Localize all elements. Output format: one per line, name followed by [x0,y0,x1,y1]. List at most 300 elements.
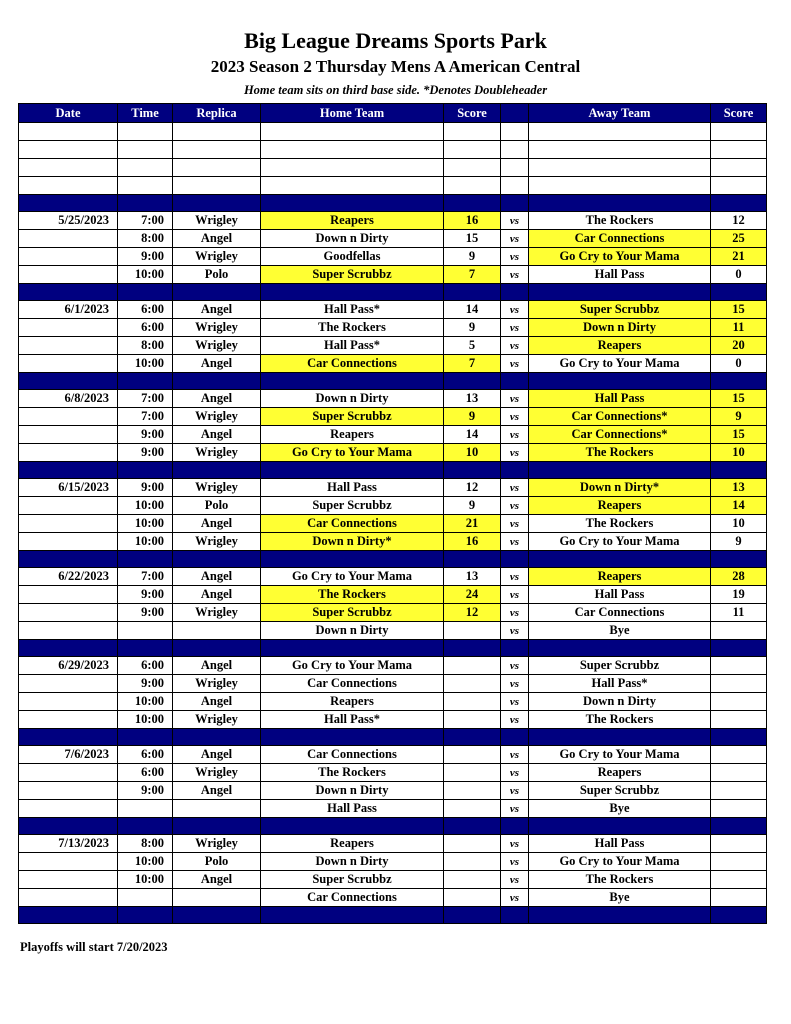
home-team-cell: Super Scrubbz [261,497,444,515]
away-team-cell: Bye [529,800,711,818]
time-cell: 10:00 [118,497,173,515]
home-score-cell [444,800,501,818]
time-cell: 6:00 [118,319,173,337]
home-score-cell: 15 [444,230,501,248]
blank-cell [711,159,767,177]
separator-cell [444,640,501,657]
away-score-cell: 11 [711,319,767,337]
home-team-cell: The Rockers [261,319,444,337]
time-cell: 10:00 [118,533,173,551]
replica-cell: Angel [173,782,261,800]
game-row [19,533,767,551]
vs-cell: vs [501,675,529,693]
date-cell: 5/25/2023 [19,212,118,230]
away-team-cell: Go Cry to Your Mama [529,355,711,373]
home-team-cell: Reapers [261,426,444,444]
blank-cell [118,141,173,159]
blank-cell [529,141,711,159]
replica-cell [173,889,261,907]
time-cell: 10:00 [118,266,173,284]
time-cell: 8:00 [118,230,173,248]
separator-cell [501,284,529,301]
replica-cell: Angel [173,355,261,373]
separator-cell [173,462,261,479]
away-score-cell [711,711,767,729]
date-cell [19,693,118,711]
home-team-cell: Car Connections [261,675,444,693]
away-team-cell: Super Scrubbz [529,301,711,319]
away-team-cell: Car Connections [529,230,711,248]
game-row [19,657,767,675]
home-team-cell: Down n Dirty [261,230,444,248]
col-date: Date [19,104,118,123]
separator-cell [173,640,261,657]
vs-cell: vs [501,248,529,266]
home-team-cell: Down n Dirty* [261,533,444,551]
separator-cell [19,373,118,390]
time-cell: 7:00 [118,212,173,230]
date-cell [19,337,118,355]
week-separator [19,551,767,568]
separator-cell [118,907,173,924]
blank-cell [173,159,261,177]
blank-cell [444,123,501,141]
game-row [19,568,767,586]
replica-cell: Wrigley [173,337,261,355]
away-score-cell: 21 [711,248,767,266]
home-score-cell: 9 [444,408,501,426]
away-score-cell: 15 [711,301,767,319]
separator-cell [173,284,261,301]
replica-cell: Wrigley [173,479,261,497]
home-score-cell: 12 [444,604,501,622]
vs-cell: vs [501,853,529,871]
date-cell [19,782,118,800]
vs-cell: vs [501,230,529,248]
game-row [19,426,767,444]
separator-cell [444,284,501,301]
away-team-cell: Go Cry to Your Mama [529,248,711,266]
away-team-cell: Hall Pass [529,586,711,604]
away-score-cell [711,657,767,675]
separator-cell [261,462,444,479]
game-row [19,230,767,248]
replica-cell: Wrigley [173,212,261,230]
blank-cell [529,123,711,141]
time-cell: 7:00 [118,408,173,426]
time-cell: 9:00 [118,675,173,693]
away-team-cell: Hall Pass [529,390,711,408]
date-cell [19,266,118,284]
blank-cell [529,177,711,195]
playoffs-note: Playoffs will start 7/20/2023 [20,940,168,954]
separator-cell [118,818,173,835]
date-cell [19,408,118,426]
date-cell: 6/15/2023 [19,479,118,497]
blank-cell [501,123,529,141]
game-row [19,515,767,533]
separator-cell [118,195,173,212]
time-cell: 9:00 [118,444,173,462]
time-cell: 10:00 [118,515,173,533]
game-row [19,337,767,355]
separator-cell [173,373,261,390]
separator-cell [261,729,444,746]
away-team-cell: Reapers [529,764,711,782]
home-score-cell: 9 [444,497,501,515]
vs-cell: vs [501,212,529,230]
vs-cell: vs [501,889,529,907]
home-team-cell: Reapers [261,835,444,853]
game-row [19,479,767,497]
home-score-cell: 7 [444,355,501,373]
away-score-cell [711,853,767,871]
blank-cell [118,159,173,177]
away-team-cell: Hall Pass* [529,675,711,693]
away-score-cell [711,800,767,818]
away-score-cell: 12 [711,212,767,230]
page-title: Big League Dreams Sports Park [244,28,547,53]
col-home-team: Home Team [261,104,444,123]
home-score-cell [444,657,501,675]
home-score-cell [444,853,501,871]
time-cell: 9:00 [118,248,173,266]
away-team-cell: The Rockers [529,444,711,462]
away-team-cell: Car Connections* [529,426,711,444]
away-team-cell: Reapers [529,568,711,586]
separator-cell [118,462,173,479]
replica-cell: Polo [173,497,261,515]
separator-cell [173,907,261,924]
away-score-cell [711,871,767,889]
home-score-cell: 9 [444,319,501,337]
time-cell: 6:00 [118,657,173,675]
away-score-cell: 0 [711,355,767,373]
vs-cell: vs [501,266,529,284]
blank-cell [711,141,767,159]
separator-cell [501,551,529,568]
home-team-cell: Super Scrubbz [261,604,444,622]
away-team-cell: Hall Pass [529,835,711,853]
vs-cell: vs [501,604,529,622]
blank-cell [173,141,261,159]
home-team-cell: Car Connections [261,515,444,533]
replica-cell: Polo [173,853,261,871]
blank-cell [711,177,767,195]
time-cell [118,889,173,907]
home-team-cell: Down n Dirty [261,390,444,408]
game-row [19,835,767,853]
game-row [19,604,767,622]
vs-cell: vs [501,764,529,782]
home-team-cell: Down n Dirty [261,853,444,871]
week-separator [19,729,767,746]
separator-cell [529,373,711,390]
home-team-cell: Go Cry to Your Mama [261,568,444,586]
separator-cell [19,640,118,657]
time-cell [118,622,173,640]
separator-cell [261,373,444,390]
replica-cell: Angel [173,301,261,319]
date-cell [19,515,118,533]
col-away-score: Score [711,104,767,123]
separator-cell [711,551,767,568]
home-score-cell [444,711,501,729]
separator-cell [501,640,529,657]
replica-cell: Angel [173,515,261,533]
game-row [19,497,767,515]
blank-cell [501,141,529,159]
game-row [19,693,767,711]
week-separator [19,373,767,390]
replica-cell: Angel [173,746,261,764]
game-row [19,248,767,266]
home-score-cell: 14 [444,426,501,444]
separator-cell [444,195,501,212]
date-cell [19,764,118,782]
date-cell: 6/29/2023 [19,657,118,675]
replica-cell: Angel [173,657,261,675]
blank-cell [19,177,118,195]
game-row [19,212,767,230]
separator-cell [118,640,173,657]
game-row [19,711,767,729]
home-team-cell: Hall Pass* [261,301,444,319]
separator-cell [444,373,501,390]
home-score-cell [444,746,501,764]
vs-cell: vs [501,622,529,640]
vs-cell: vs [501,355,529,373]
separator-cell [711,818,767,835]
separator-cell [711,462,767,479]
replica-cell: Wrigley [173,835,261,853]
replica-cell: Angel [173,230,261,248]
replica-cell: Wrigley [173,675,261,693]
away-score-cell [711,693,767,711]
replica-cell: Angel [173,390,261,408]
home-score-cell [444,693,501,711]
away-score-cell: 15 [711,390,767,408]
blank-cell [19,159,118,177]
blank-cell [261,141,444,159]
separator-cell [118,284,173,301]
separator-cell [501,462,529,479]
game-row [19,800,767,818]
vs-cell: vs [501,408,529,426]
away-score-cell [711,675,767,693]
date-cell: 6/8/2023 [19,390,118,408]
vs-cell: vs [501,746,529,764]
col-vs [501,104,529,123]
blank-cell [501,159,529,177]
separator-cell [19,907,118,924]
game-row [19,675,767,693]
col-away-team: Away Team [529,104,711,123]
separator-cell [529,195,711,212]
blank-cell [19,141,118,159]
replica-cell: Wrigley [173,764,261,782]
away-team-cell: Go Cry to Your Mama [529,746,711,764]
away-score-cell: 10 [711,515,767,533]
home-team-cell: Goodfellas [261,248,444,266]
date-cell [19,622,118,640]
date-cell [19,533,118,551]
away-team-cell: Reapers [529,337,711,355]
game-row [19,444,767,462]
time-cell: 10:00 [118,853,173,871]
home-team-cell: Hall Pass* [261,337,444,355]
home-score-cell: 5 [444,337,501,355]
separator-cell [529,818,711,835]
away-score-cell [711,835,767,853]
home-score-cell: 10 [444,444,501,462]
blank-cell [711,123,767,141]
separator-cell [19,551,118,568]
date-cell [19,230,118,248]
time-cell: 9:00 [118,586,173,604]
home-score-cell [444,871,501,889]
home-team-cell: Car Connections [261,355,444,373]
vs-cell: vs [501,390,529,408]
vs-cell: vs [501,515,529,533]
game-row [19,586,767,604]
away-team-cell: The Rockers [529,515,711,533]
separator-cell [711,373,767,390]
home-team-cell: Hall Pass [261,800,444,818]
vs-cell: vs [501,444,529,462]
time-cell: 9:00 [118,479,173,497]
vs-cell: vs [501,301,529,319]
away-team-cell: Bye [529,622,711,640]
vs-cell: vs [501,800,529,818]
date-cell [19,586,118,604]
vs-cell: vs [501,835,529,853]
home-score-cell [444,622,501,640]
replica-cell: Wrigley [173,533,261,551]
away-team-cell: Car Connections* [529,408,711,426]
blank-cell [118,123,173,141]
home-score-cell: 16 [444,533,501,551]
separator-cell [529,284,711,301]
date-cell [19,426,118,444]
separator-cell [444,907,501,924]
separator-cell [501,818,529,835]
vs-cell: vs [501,711,529,729]
separator-cell [118,551,173,568]
separator-cell [444,729,501,746]
home-team-cell: Down n Dirty [261,622,444,640]
vs-cell: vs [501,871,529,889]
home-score-cell: 14 [444,301,501,319]
separator-cell [19,729,118,746]
vs-cell: vs [501,497,529,515]
separator-cell [529,462,711,479]
game-row [19,355,767,373]
away-team-cell: Super Scrubbz [529,657,711,675]
separator-cell [261,284,444,301]
date-cell: 6/22/2023 [19,568,118,586]
separator-cell [529,907,711,924]
blank-cell [261,177,444,195]
away-score-cell: 15 [711,426,767,444]
separator-cell [261,818,444,835]
separator-cell [529,551,711,568]
game-row [19,889,767,907]
home-score-cell: 24 [444,586,501,604]
home-team-cell: Hall Pass* [261,711,444,729]
date-cell [19,604,118,622]
replica-cell: Angel [173,693,261,711]
away-score-cell: 11 [711,604,767,622]
home-team-cell: The Rockers [261,764,444,782]
separator-cell [173,551,261,568]
time-cell: 10:00 [118,711,173,729]
separator-cell [19,195,118,212]
replica-cell [173,800,261,818]
separator-cell [711,729,767,746]
week-separator [19,640,767,657]
game-row [19,390,767,408]
game-row [19,853,767,871]
week-separator [19,907,767,924]
separator-cell [711,907,767,924]
week-separator [19,462,767,479]
away-team-cell: Down n Dirty [529,319,711,337]
separator-cell [261,195,444,212]
home-team-cell: Super Scrubbz [261,871,444,889]
separator-cell [711,640,767,657]
week-separator [19,284,767,301]
header-row [19,104,767,123]
date-cell: 6/1/2023 [19,301,118,319]
separator-cell [118,373,173,390]
blank-cell [261,123,444,141]
replica-cell: Wrigley [173,444,261,462]
home-score-cell [444,889,501,907]
col-time: Time [118,104,173,123]
separator-cell [261,551,444,568]
separator-cell [501,907,529,924]
separator-cell [501,729,529,746]
away-team-cell: Go Cry to Your Mama [529,853,711,871]
vs-cell: vs [501,319,529,337]
blank-cell [444,141,501,159]
away-team-cell: Super Scrubbz [529,782,711,800]
blank-cell [444,159,501,177]
away-score-cell [711,746,767,764]
date-cell [19,675,118,693]
replica-cell: Wrigley [173,604,261,622]
separator-cell [19,818,118,835]
game-row [19,301,767,319]
separator-cell [173,195,261,212]
game-row [19,319,767,337]
date-cell [19,497,118,515]
game-row [19,622,767,640]
blank-row [19,159,767,177]
home-score-cell: 13 [444,568,501,586]
time-cell: 9:00 [118,426,173,444]
date-cell [19,871,118,889]
away-score-cell [711,764,767,782]
separator-cell [19,462,118,479]
date-cell [19,355,118,373]
separator-cell [444,462,501,479]
blank-cell [501,177,529,195]
col-home-score: Score [444,104,501,123]
away-team-cell: The Rockers [529,711,711,729]
home-score-cell: 21 [444,515,501,533]
